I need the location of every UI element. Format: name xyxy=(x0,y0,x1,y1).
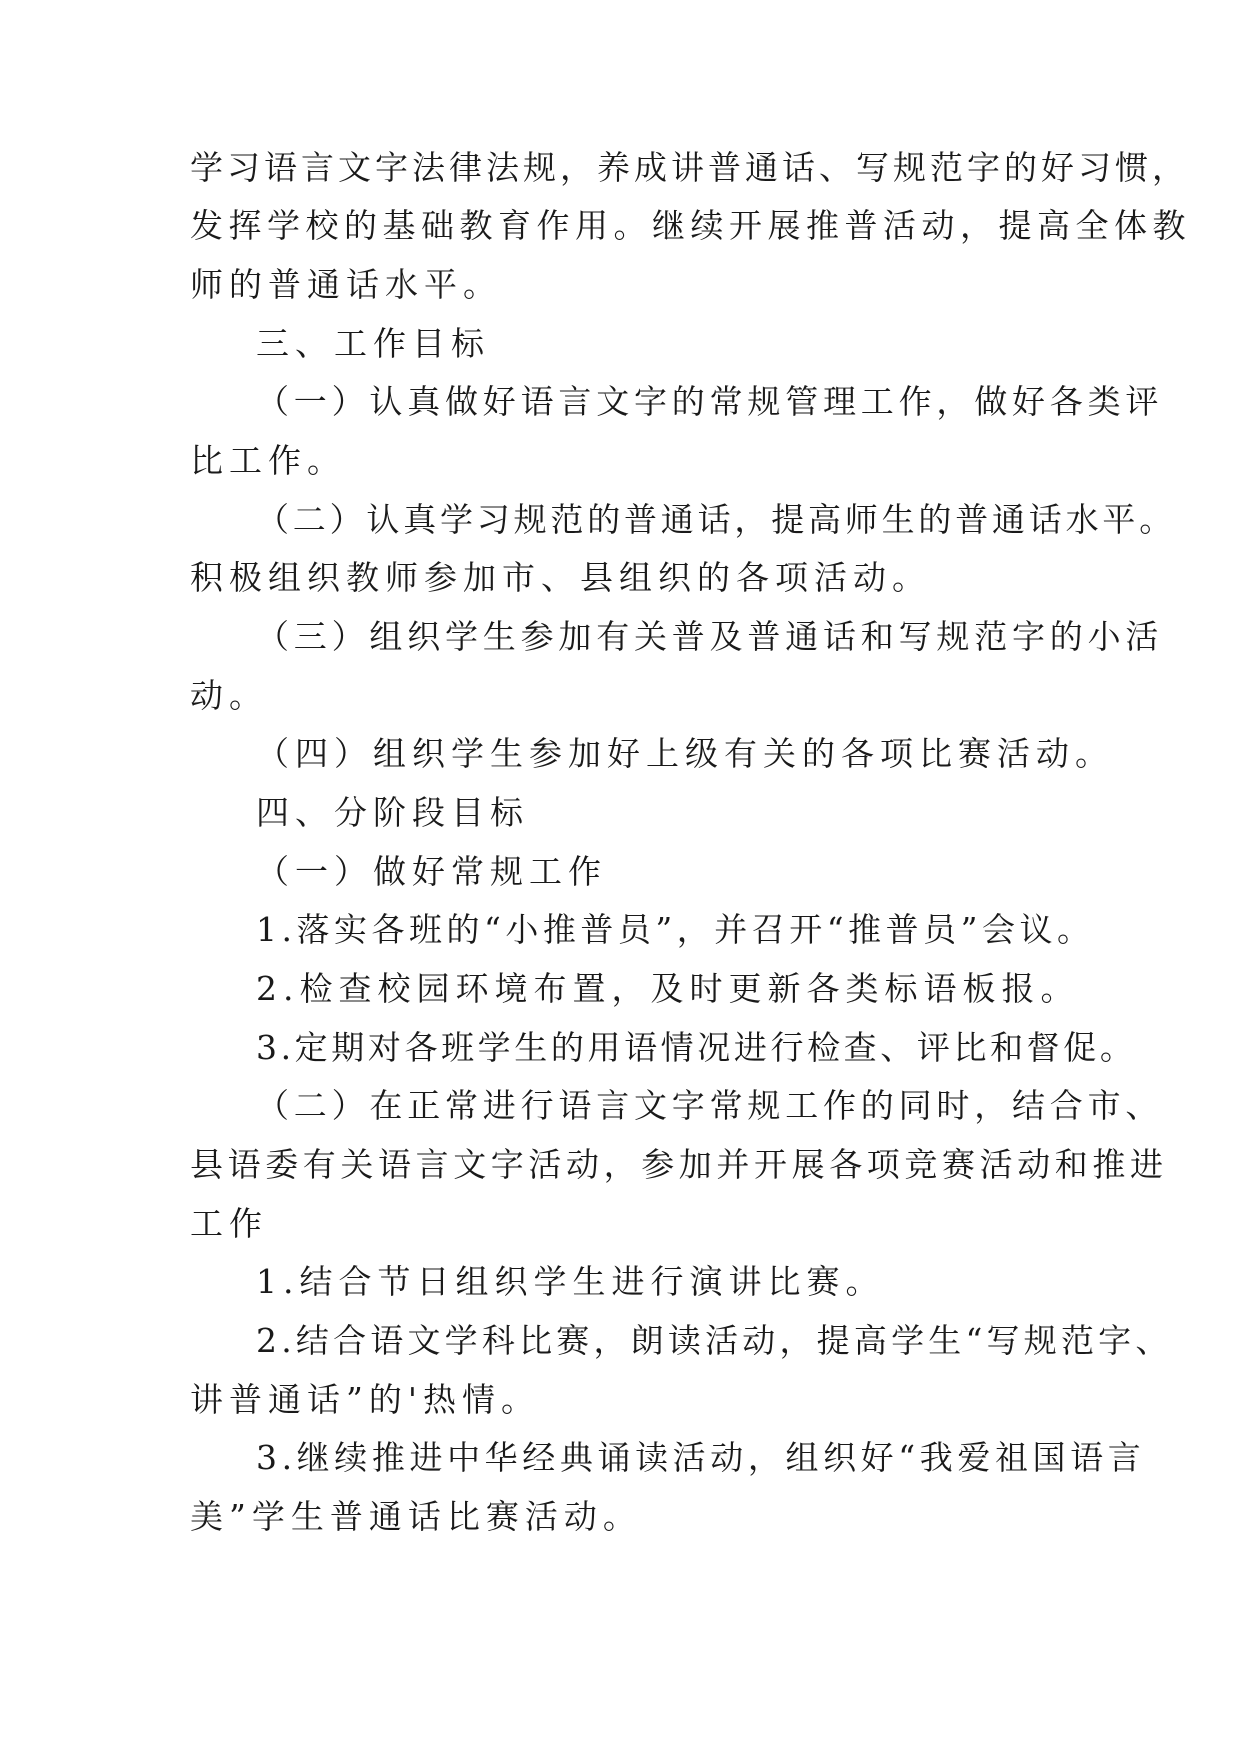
section-heading: 四、分阶段目标 xyxy=(256,793,529,832)
text-line: 美”学生普通话比赛活动。 xyxy=(190,1497,642,1536)
text-line: 学习语言文字法律法规，养成讲普通话、写规范字的好习惯， xyxy=(190,148,1189,187)
list-item: 1.结合节日组织学生进行演讲比赛。 xyxy=(256,1262,885,1301)
subsection-heading: （一）做好常规工作 xyxy=(256,852,607,891)
text-line: 讲普通话”的'热情。 xyxy=(190,1380,540,1419)
list-item: 3.继续推进中华经典诵读活动，组织好“我爱祖国语言 xyxy=(256,1438,1146,1477)
text-line: （二）认真学习规范的普通话，提高师生的普通话水平。 xyxy=(256,500,1176,539)
section-heading: 三、工作目标 xyxy=(256,324,490,363)
text-line: （三）组织学生参加有关普及普通话和写规范字的小活 xyxy=(256,617,1164,656)
text-line: 动。 xyxy=(190,676,268,715)
text-line: 师的普通话水平。 xyxy=(190,265,502,304)
text-line: 县语委有关语言文字活动，参加并开展各项竞赛活动和推进 xyxy=(190,1145,1168,1184)
list-item: 2.检查校园环境布置，及时更新各类标语板报。 xyxy=(256,969,1080,1008)
list-item: 1.落实各班的“小推普员”，并召开“推普员”会议。 xyxy=(256,910,1095,949)
text-line: 积极组织教师参加市、县组织的各项活动。 xyxy=(190,558,931,597)
list-item: 3.定期对各班学生的用语情况进行检查、评比和督促。 xyxy=(256,1028,1137,1067)
text-line: （一）认真做好语言文字的常规管理工作，做好各类评 xyxy=(256,382,1164,421)
text-line: 发挥学校的基础教育作用。继续开展推普活动，提高全体教 xyxy=(190,206,1191,245)
text-line: （二）在正常进行语言文字常规工作的同时，结合市、 xyxy=(256,1086,1164,1125)
list-item: 2.结合语文学科比赛，朗读活动，提高学生“写规范字、 xyxy=(256,1321,1173,1360)
text-line: （四）组织学生参加好上级有关的各项比赛活动。 xyxy=(256,734,1114,773)
text-line: 比工作。 xyxy=(190,441,346,480)
text-line: 工作 xyxy=(190,1204,268,1243)
